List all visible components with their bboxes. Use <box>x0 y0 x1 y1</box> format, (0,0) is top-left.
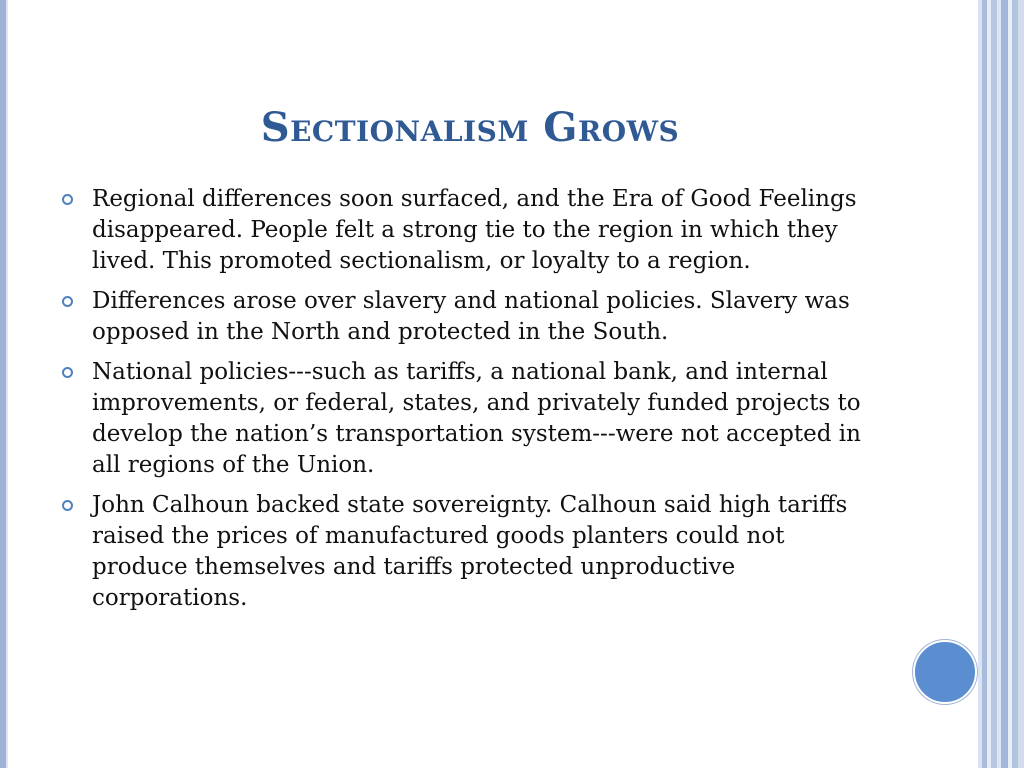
bullet-item <box>62 357 882 481</box>
hollow-circle-bullet-icon <box>62 194 73 205</box>
slide-title: Sectionalism Grows <box>260 104 680 151</box>
blue-circle-decoration <box>913 640 977 704</box>
right-stripe-9 <box>1018 0 1024 768</box>
bullet-text: Regional differences soon surfaced, and the Era of Good Feelings disappeared. People felt a strong tie to the region in which they lived. This promoted sectionalism, or loyalty to a region. <box>92 186 857 274</box>
bullet-item <box>62 286 882 348</box>
bullet-text: Differences arose over slavery and national policies. Slavery was opposed in the North and protected in the South. <box>92 288 850 345</box>
hollow-circle-bullet-icon <box>62 500 73 511</box>
bullet-list <box>62 184 882 623</box>
bullet-item <box>62 490 882 614</box>
right-stripe-6 <box>1001 0 1008 768</box>
bullet-text: National policies---such as tariffs, a national bank, and internal improvements, or federal, states, and privately funded projects to develop the nation’s transportation system---were not accepted in all regions of the Union. <box>92 359 861 478</box>
hollow-circle-bullet-icon <box>62 296 73 307</box>
hollow-circle-bullet-icon <box>62 367 73 378</box>
bullet-item <box>62 184 882 277</box>
bullet-text: John Calhoun backed state sovereignty. Calhoun said high tariffs raised the prices of manufactured goods planters could not produce themselves and tariffs protected unproductive corporations. <box>92 492 848 611</box>
